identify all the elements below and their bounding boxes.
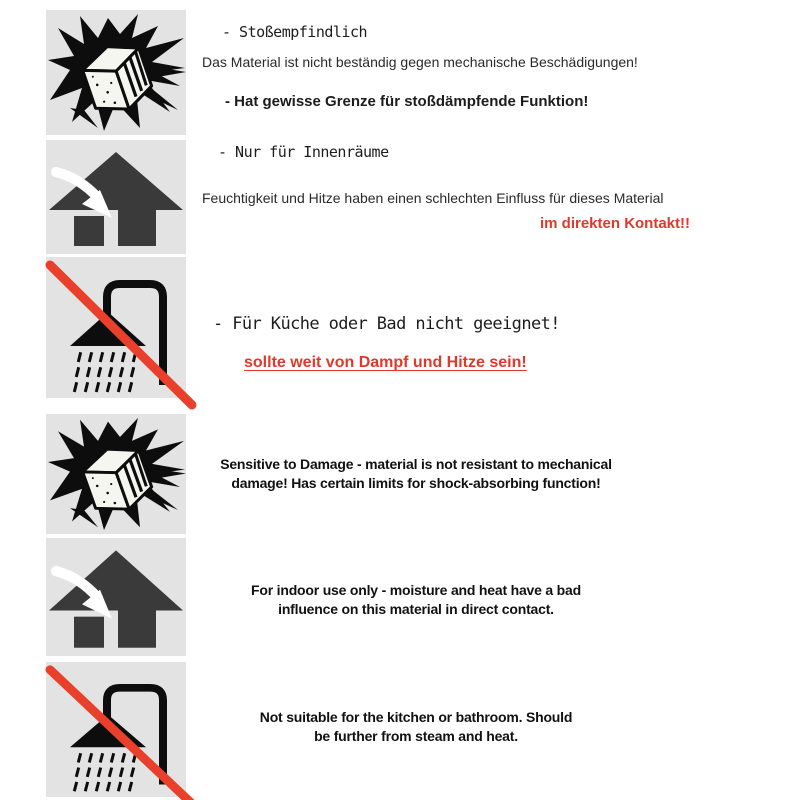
en-text-line: damage! Has certain limits for shock-absorbing function! [231, 475, 601, 491]
de-note-direct-contact: im direkten Kontakt!! [540, 215, 691, 232]
en-text-line: Sensitive to Damage - material is not resistant to mechanical [220, 456, 612, 472]
impact-damage-icon [46, 10, 186, 135]
impact-damage-tile [46, 414, 186, 534]
en-text-line: influence on this material in direct contact. [278, 601, 554, 617]
en-text-line: For indoor use only - moisture and heat have a bad [251, 582, 581, 598]
en-text-line: be further from steam and heat. [314, 728, 518, 744]
de-body-indoor-only: Feuchtigkeit und Hitze haben einen schlechten Einfluss für dieses Material [202, 190, 664, 206]
de-heading-shock-sensitive: - Stoßempfindlich [222, 23, 368, 41]
en-text-shock-sensitive [190, 455, 642, 493]
de-note-shock-sensitive: - Hat gewisse Grenze für stoßdämpfende Funktion! [225, 93, 589, 110]
house-arrow-icon [46, 538, 186, 656]
house-arrow-icon [46, 140, 186, 254]
indoor-use-tile [46, 538, 186, 656]
en-text-not-kitchen-bath [190, 708, 642, 746]
no-shower-icon [46, 662, 186, 797]
en-text-indoor-only [190, 581, 642, 619]
no-shower-tile [46, 257, 186, 398]
de-heading-not-kitchen-bath: - Für Küche oder Bad nicht geeignet! [213, 314, 560, 334]
de-heading-indoor-only: - Nur für Innenräume [218, 143, 389, 161]
en-text-line: Not suitable for the kitchen or bathroom. Should [259, 709, 573, 725]
de-note-keep-from-steam: sollte weit von Dampf und Hitze sein! [244, 354, 527, 371]
impact-damage-tile [46, 10, 186, 135]
no-shower-tile [46, 662, 186, 797]
indoor-use-tile [46, 140, 186, 254]
no-shower-icon [46, 257, 186, 398]
de-body-shock-sensitive: Das Material ist nicht beständig gegen mechanische Beschädigungen! [202, 54, 638, 70]
impact-damage-icon [46, 414, 186, 534]
